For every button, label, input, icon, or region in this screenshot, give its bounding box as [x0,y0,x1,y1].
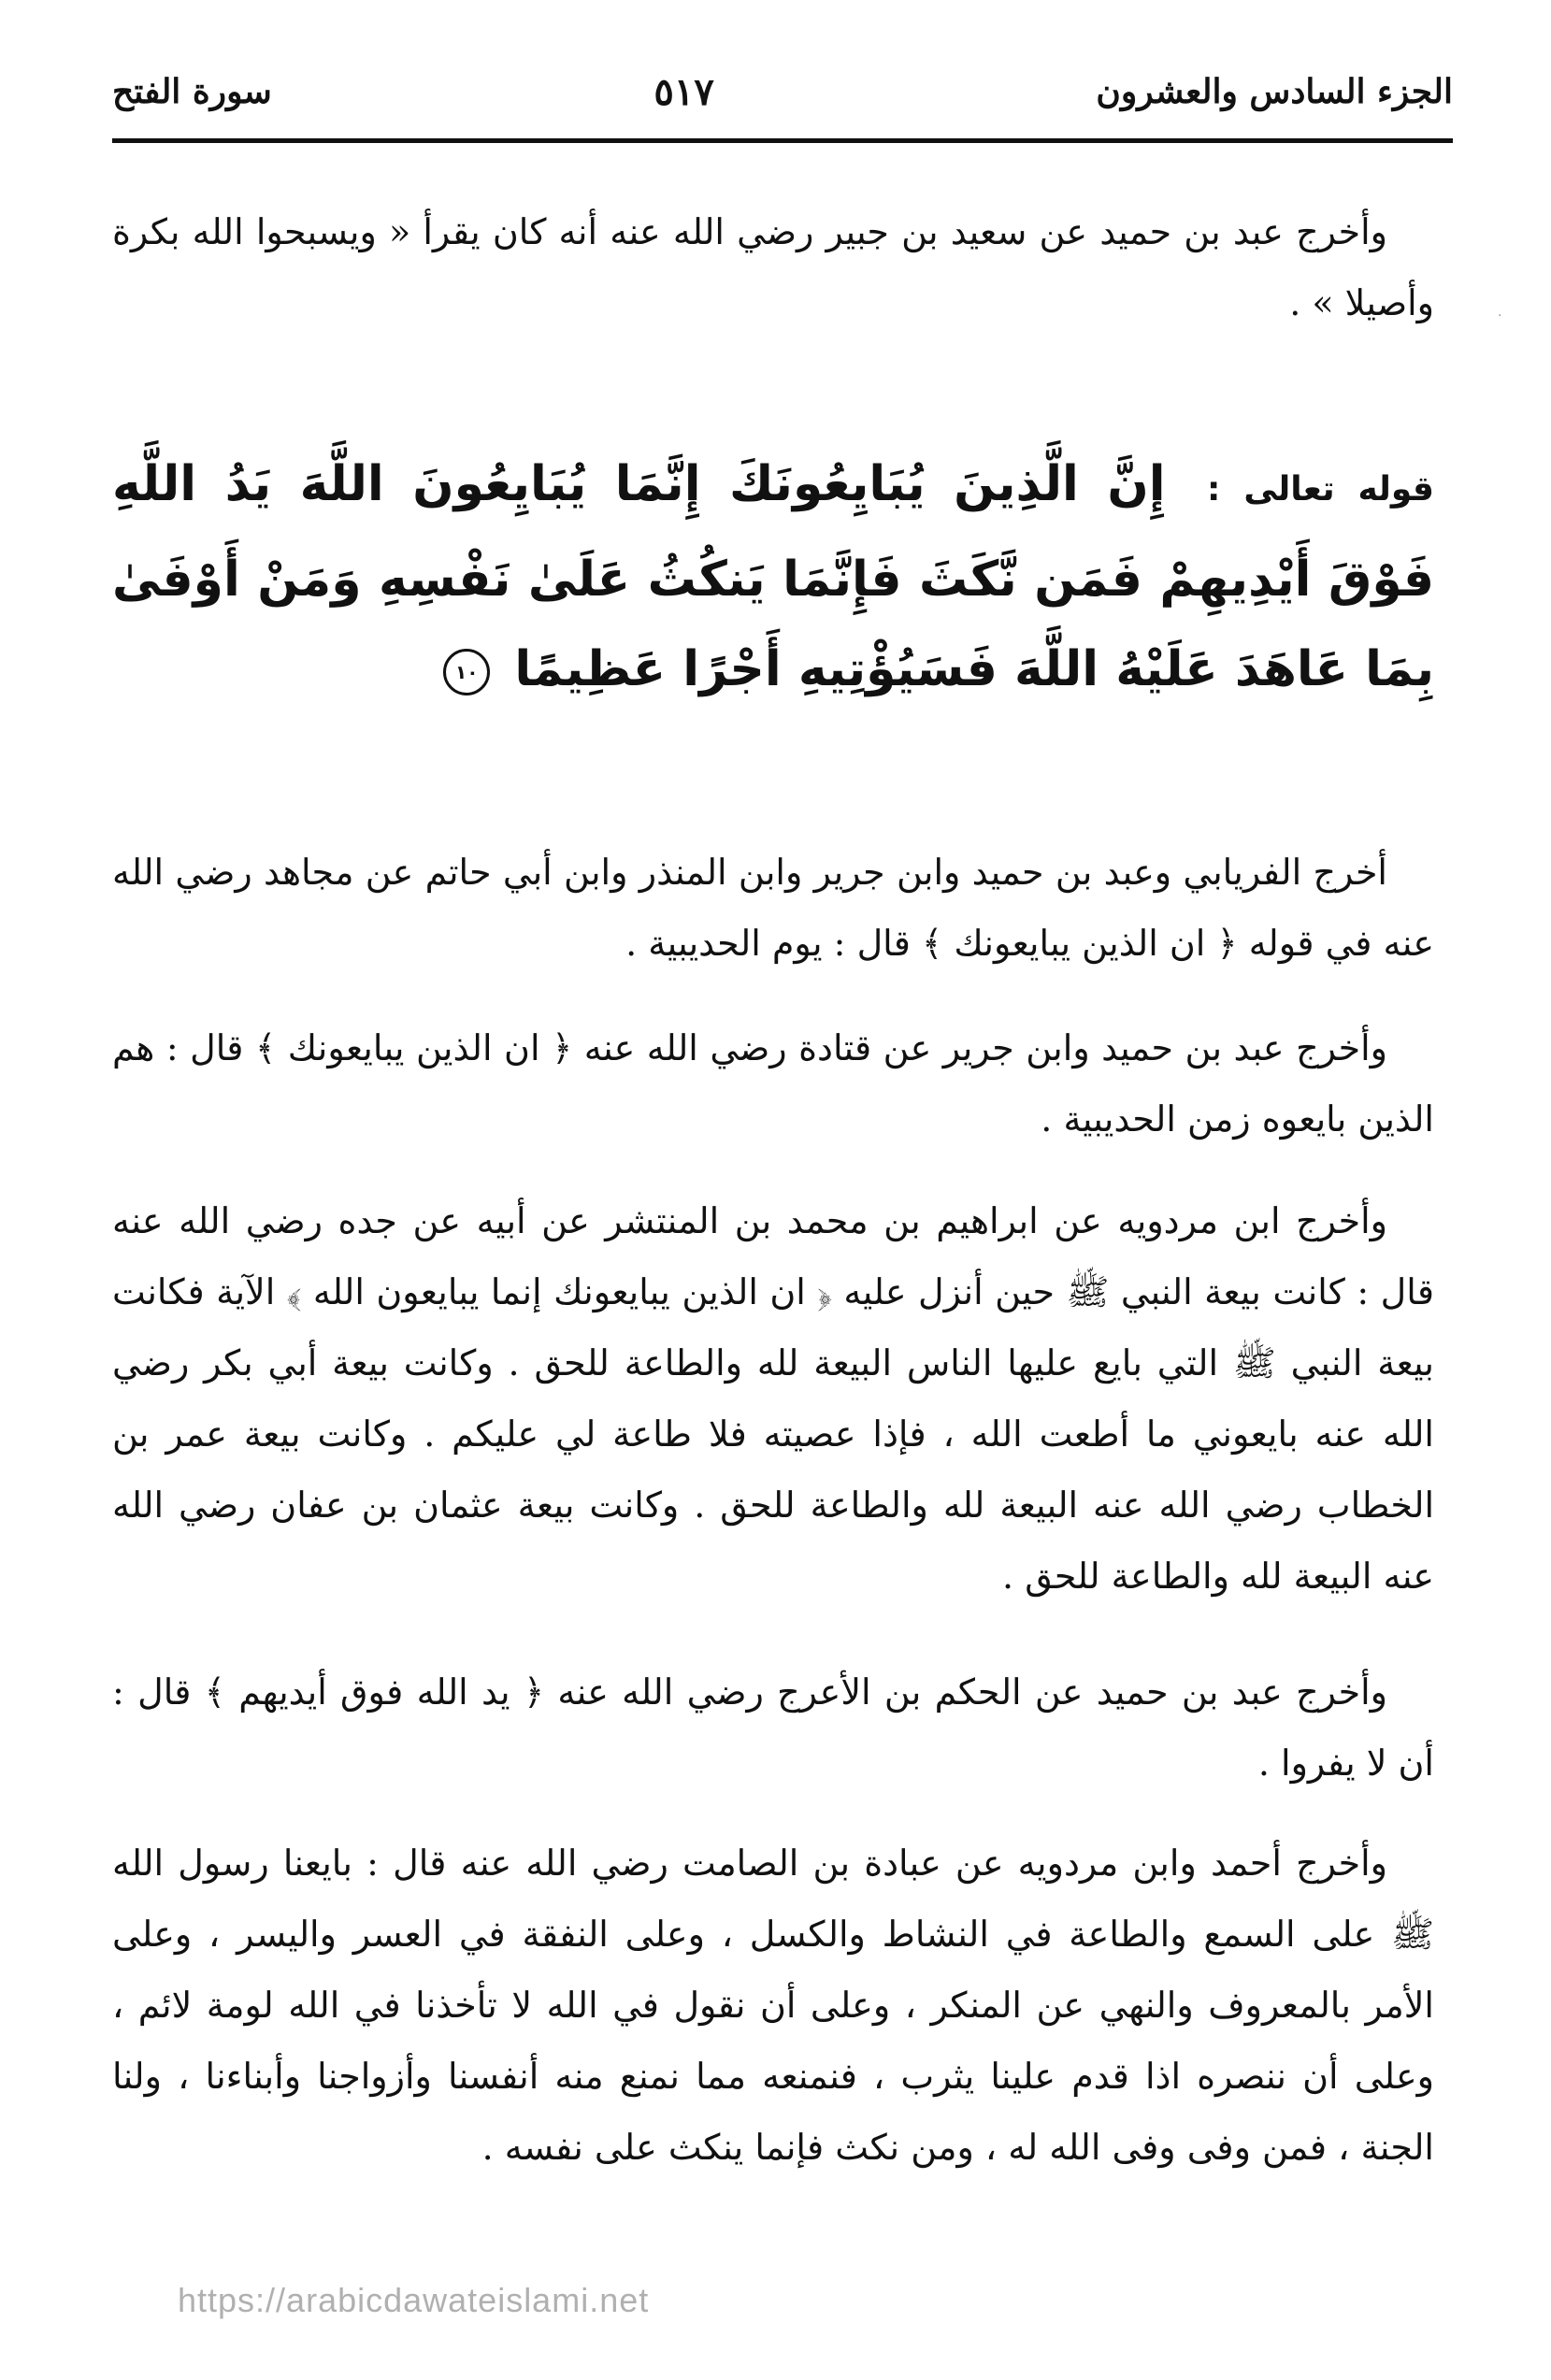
quran-verse [112,439,1434,714]
paragraph-5 [112,1656,1434,1799]
paragraph-text: وأخرج ابن مردويه عن ابراهيم بن محمد بن المنتشر عن أبيه عن جده رضي الله عنه قال : كانت بيعة النبي ﷺ حين أنزل عليه ﴿ ان الذين يبايعونك إنما يبايعون الله ﴾ الآية فكانت بيعة النبي ﷺ التي بايع عليها الناس البيعة لله والطاعة للحق . وكانت بيعة أبي بكر رضي الله عنه بايعوني ما أطعت الله ، فإذا عصيته فلا طاعة لي عليكم . وكانت بيعة عمر بن الخطاب رضي الله عنه البيعة لله والطاعة للحق . وكانت بيعة عثمان بن عفان رضي الله عنه البيعة لله والطاعة للحق . [112,1200,1435,1597]
paragraph-4 [112,1185,1434,1612]
header-divider [112,138,1453,143]
paragraph-text: أخرج الفريابي وعبد بن حميد وابن جرير وابن المنذر وابن أبي حاتم عن مجاهد رضي الله عنه في قوله ﴿ ان الذين يبايعونك ﴾ قال : يوم الحديبية . [112,852,1434,964]
paragraph-1 [112,196,1434,338]
paragraph-text: وأخرج أحمد وابن مردويه عن عبادة بن الصامت رضي الله عنه قال : بايعنا رسول الله ﷺ على السمع والطاعة في النشاط والكسل ، وعلى النفقة في العسر واليسر ، وعلى الأمر بالمعروف والنهي عن المنكر ، وعلى أن نقول في الله لا تأخذنا في الله لومة لائم ، وعلى أن ننصره اذا قدم علينا يثرب ، فنمنعه مما نمنع منه أنفسنا وأزواجنا وأبناءنا ، ولنا الجنة ، فمن وفى وفى الله له ، ومن نكث فإنما ينكث على نفسه . [112,1842,1434,2168]
paragraph-2 [112,837,1434,979]
page-number: ٥١٧ [653,69,714,114]
verse-text: إِنَّ الَّذِينَ يُبَايِعُونَكَ إِنَّمَا يُبَايِعُونَ اللَّهَ يَدُ اللَّهِ فَوْقَ أَيْدِيهِمْ فَمَن نَّكَثَ فَإِنَّمَا يَنكُثُ عَلَىٰ نَفْسِهِ وَمَنْ أَوْفَىٰ بِمَا عَاهَدَ عَلَيْهُ اللَّهَ فَسَيُؤْتِيهِ أَجْرًا عَظِيمًا [112,456,1434,697]
header-part-title: الجزء السادس والعشرون [1096,72,1453,111]
page-header [112,45,1453,138]
quran-verse-block [112,439,1434,748]
ayah-number-marker: ١٠ [443,649,490,695]
header-surah-title: سورة الفتح [112,72,272,111]
paragraph-text: وأخرج عبد بن حميد عن سعيد بن جبير رضي الله عنه أنه كان يقرأ « ويسبحوا الله بكرة وأصيلا » . [112,211,1434,323]
paragraph-6 [112,1828,1434,2183]
verse-intro: قوله تعالى : [1207,470,1435,509]
paragraph-text: وأخرج عبد بن حميد وابن جرير عن قتادة رضي الله عنه ﴿ ان الذين يبايعونك ﴾ قال : هم الذين بايعوه زمن الحديبية . [112,1027,1434,1140]
website-watermark: https://arabicdawateislami.net [178,2281,650,2319]
margin-speck: · [1498,308,1502,323]
paragraph-3 [112,1012,1434,1154]
paragraph-text: وأخرج عبد بن حميد عن الحكم بن الأعرج رضي الله عنه ﴿ يد الله فوق أيديهم ﴾ قال : أن لا يفروا . [112,1671,1434,1784]
